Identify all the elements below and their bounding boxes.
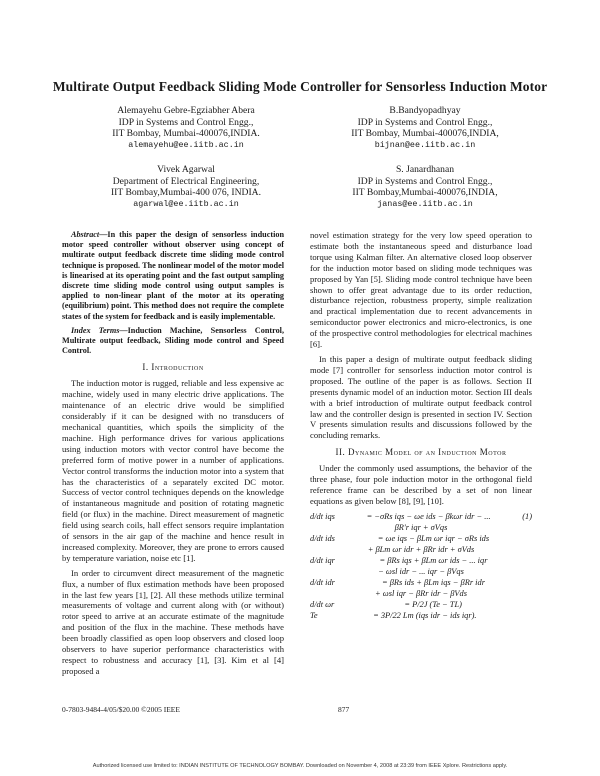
author-name: B.Bandyopadhyay bbox=[389, 105, 461, 116]
equation-rhs: + ωsl iqr − βRr idr − βVds bbox=[375, 588, 467, 598]
author-block bbox=[305, 105, 545, 151]
author-address: IIT Bombay, Mumbai-400076,INDIA, bbox=[351, 128, 499, 139]
equation-lhs: Te bbox=[310, 610, 318, 620]
author-name: Vivek Agarwal bbox=[157, 164, 215, 175]
author-affiliation: IDP in Systems and Control Engg., bbox=[118, 116, 254, 128]
author-name: Alemayehu Gebre-Egziabher Abera bbox=[117, 105, 255, 116]
equation-row bbox=[310, 577, 532, 588]
equation-rhs: = P/2J (Te − TL) bbox=[404, 599, 462, 609]
index-terms-label: Index Terms bbox=[71, 325, 120, 335]
author-address: IIT Bombay,Mumbai-400076,INDIA, bbox=[352, 187, 498, 198]
equation-rhs: − ωsl idr − ... iqr − βVqs bbox=[378, 566, 464, 576]
author-email[interactable]: bijnan@ee.iitb.ac.in bbox=[374, 139, 476, 150]
abstract bbox=[62, 230, 284, 322]
license-notice: Authorized licensed use limited to: INDIAN INSTITUTE OF TECHNOLOGY BOMBAY. Downloaded on November 4, 2008 at 23:39 from IEEE Xplore. Restrictions apply. bbox=[92, 763, 508, 769]
equation-row bbox=[310, 511, 532, 522]
equation-rhs: = βRs iqs + βLm ωr ids − ... iqr bbox=[379, 555, 488, 565]
author-block bbox=[66, 105, 306, 151]
equation-row bbox=[310, 588, 532, 599]
equation-block bbox=[310, 511, 532, 621]
section-heading: II. Dynamic Model of an Induction Motor bbox=[335, 447, 507, 458]
author-address: IIT Bombay,Mumbai-400 076, INDIA. bbox=[110, 187, 261, 198]
section-heading: I. Introduction bbox=[142, 362, 204, 373]
equation-lhs: d/dt idr bbox=[310, 577, 335, 587]
equation-rhs: = −σRs iqs − ωe ids − βkωr idr − ... bbox=[366, 511, 491, 521]
author-email[interactable]: janas@ee.iitb.ac.in bbox=[377, 198, 473, 209]
left-column bbox=[62, 230, 284, 681]
paragraph: Under the commonly used assumptions, the behavior of the three phase, four pole induction motor in the orthogonal field reference frame can be described by a set of non linear equations as given below [8], [9], [10]. bbox=[310, 463, 532, 506]
equation-row bbox=[310, 599, 532, 610]
index-terms bbox=[62, 326, 284, 357]
equation-row bbox=[310, 566, 532, 577]
author-email[interactable]: agarwal@ee.iitb.ac.in bbox=[133, 198, 239, 209]
equation-row bbox=[310, 522, 532, 533]
equation-lhs: d/dt ωr bbox=[310, 599, 335, 609]
paragraph: novel estimation strategy for the very low speed operation to estimate both the instantaneous speed and disturbance load torque using Kalman filter. An alternative closed loop observer for the induction motor based on sliding mode techniques was proposed by Yan [5]. Sliding mode control technique have been shown to offer great advantage due to its order reduction, disturbance rejection, robustness property, simple realization and practical implementation due to recent advancements in semiconductor power electronics and micro-electronics, is one of the prospective control methodologies for electrical machines [6]. bbox=[310, 230, 532, 350]
abstract-text: —In this paper the design of sensorless induction motor speed controller without observer using concept of multirate output feedback discrete time sliding mode control technique is proposed. The nonlinear model of the motor model is linearised at its operating point and the fast output sampling discrete time sliding mode control using output samples is applied to non-linear plant of the motor at its operating (equilibrium) point. This method does not require the complete states of the system for feedback and is easily implementable. bbox=[62, 230, 284, 321]
equation-lhs: d/dt ids bbox=[310, 533, 335, 543]
equation-rhs: βR'r iqr + σVqs bbox=[394, 522, 448, 532]
author-address: IIT Bombay, Mumbai-400076,INDIA. bbox=[112, 128, 260, 139]
equation-row bbox=[310, 610, 532, 621]
author-name: S. Janardhanan bbox=[395, 164, 455, 175]
equation-row bbox=[310, 533, 532, 544]
equation-rhs: = ωe iqs − βLm ωr iqr − σRs ids bbox=[377, 533, 490, 543]
copyright-footer: 0-7803-9484-4/05/$20.00 ©2005 IEEE bbox=[62, 705, 180, 714]
equation-rhs: = 3P/22 Lm (iqs idr − ids iqr). bbox=[373, 610, 477, 620]
equation-rhs: + βLm ωr idr + βRr idr + σVds bbox=[367, 544, 475, 554]
equation-lhs: d/dt iqs bbox=[310, 511, 335, 521]
author-email[interactable]: alemayehu@ee.iitb.ac.in bbox=[128, 139, 244, 150]
paragraph: In this paper a design of multirate output feedback sliding mode [7] controller for sensorless induction motor control is proposed. The outline of the paper is as follows. Section II presents dynamic model of an induction motor. Section III deals with a brief introduction of multirate output feedback control law and the controller design is presented in section IV. Section V presents simulation results and discussions followed by the concluding remarks. bbox=[310, 353, 532, 441]
right-column bbox=[310, 230, 532, 625]
equation-row bbox=[310, 544, 532, 555]
equation-rhs: = βRs ids + βLm iqs − βRr idr bbox=[381, 577, 485, 587]
equation-number: (1) bbox=[522, 511, 532, 521]
equation-lhs: d/dt iqr bbox=[310, 555, 335, 565]
author-block bbox=[305, 164, 545, 210]
paragraph: In order to circumvent direct measurement of the magnetic flux, a number of flux estimation methods have been proposed in the last few years [1], [2]. All these methods utilize terminal measurements of voltage and current along with (or without) rotor speed to arrive at an accurate estimate of the magnitude and position of the flux in the machine. These methods have been broadly classified as open loop observers and closed loop observers to have superior performance characteristics with respect to robustness and accuracy [1], [3]. Kim et al [4] proposed a bbox=[62, 567, 284, 676]
author-affiliation: IDP in Systems and Control Engg., bbox=[357, 175, 493, 187]
equation-row bbox=[310, 555, 532, 566]
paragraph: The induction motor is rugged, reliable and less expensive ac machine, widely used in many electric drive applications. The maintenance of an electric drive would be simplified considerably if it can be designed with no transducers of mechanical quantities, which spoils the simplicity of the machine. High performance drives for various applications using induction motors with vector control have become the preferred form of motive power in a number of applications. Vector control transforms the induction motor into a system that has the characteristics of a separately excited DC motor. Success of vector control techniques depends on the knowledge of instantaneous magnitude and position of rotating magnetic field (or flux) in the machine. Direct measurement of magnetic field using search coils, hall effect sensors require implantation of sensors in the air gap of the machine and hence result in increased complexity. Moreover, they are prone to errors caused by temperature variation, noise etc [1]. bbox=[62, 378, 284, 563]
paper-title: Multirate Output Feedback Sliding Mode Controller for Sensorless Induction Motor bbox=[52, 79, 548, 94]
author-block bbox=[66, 164, 306, 210]
author-affiliation: Department of Electrical Engineering, bbox=[112, 175, 260, 187]
abstract-label: Abstract bbox=[71, 230, 100, 239]
page-number: 877 bbox=[338, 705, 350, 714]
author-affiliation: IDP in Systems and Control Engg., bbox=[357, 116, 493, 128]
index-terms-text: —Induction Machine, Sensorless Control, Multirate output feedback, Sliding mode control and Speed Control. bbox=[62, 325, 284, 356]
